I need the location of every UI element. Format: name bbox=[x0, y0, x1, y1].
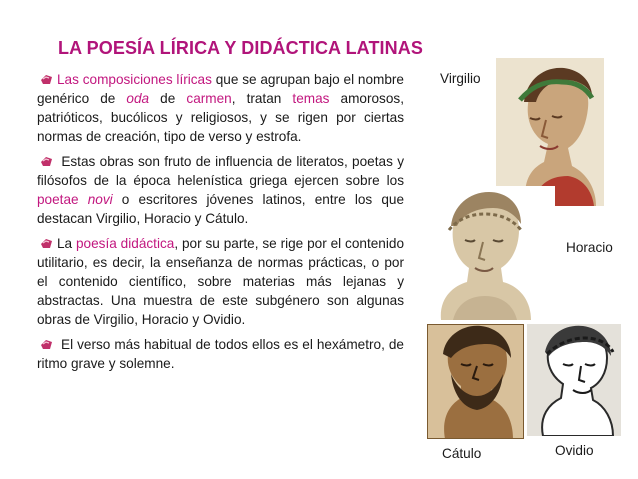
portrait-horacio bbox=[413, 186, 555, 320]
portrait-ovidio bbox=[527, 324, 621, 436]
text-segment: de bbox=[149, 91, 187, 106]
text-segment: carmen bbox=[186, 91, 232, 106]
text-segment: que se agrupan bajo el nombre genérico de bbox=[37, 72, 404, 106]
text-segment: novi bbox=[87, 192, 113, 207]
text-segment: amorosos, patrióticos, bucólicos y religiosos, y se rigen por ciertas normas de creación, tipo de verso y estrofa. bbox=[37, 91, 404, 144]
text-segment bbox=[79, 192, 88, 207]
text-segment: poetae bbox=[37, 192, 79, 207]
pink-bullet-icon bbox=[40, 238, 53, 249]
caption-horacio: Horacio bbox=[566, 240, 613, 255]
body-text bbox=[37, 70, 404, 379]
text-segment: oda bbox=[126, 91, 150, 106]
paragraph-didactica bbox=[37, 234, 404, 329]
text-segment: La bbox=[57, 236, 76, 251]
caption-ovidio: Ovidio bbox=[555, 443, 594, 458]
paragraph-lirica bbox=[37, 70, 404, 146]
paragraph-influencia bbox=[37, 152, 404, 228]
caption-catulo: Cátulo bbox=[442, 446, 482, 461]
portrait-virgilio bbox=[496, 58, 604, 206]
text-segment: Estas obras son fruto de influencia de literatos, poetas y filósofos de la época helenística griega ejercen sobre los bbox=[37, 154, 404, 188]
text-segment: poesía didáctica bbox=[76, 236, 175, 251]
portrait-catulo bbox=[427, 324, 524, 439]
caption-virgilio: Virgilio bbox=[440, 71, 481, 86]
pink-bullet-icon bbox=[40, 156, 53, 167]
pink-bullet-icon bbox=[40, 74, 53, 85]
text-segment: El verso más habitual de todos ellos es el hexámetro, de ritmo grave y solemne. bbox=[37, 337, 404, 371]
paragraph-hexametro bbox=[37, 335, 404, 373]
text-segment: , tratan bbox=[231, 91, 293, 106]
text-segment: , por su parte, se rige por el contenido utilitario, es decir, la enseñanza de normas prácticas, o por el contenido científico, sobre materias más lejanas y abstractas. Una muestra de este subgénero son algunas obras de Virgilio, Horacio y Ovidio. bbox=[37, 236, 405, 327]
page-title: LA POESÍA LÍRICA Y DIDÁCTICA LATINAS bbox=[58, 38, 423, 58]
text-segment: o escritores jóvenes latinos, entre los que destacan Virgilio, Horacio y Cátulo. bbox=[37, 192, 405, 226]
text-segment: Las composiciones líricas bbox=[57, 72, 212, 87]
text-segment: temas bbox=[292, 91, 330, 106]
pink-bullet-icon bbox=[40, 339, 53, 350]
